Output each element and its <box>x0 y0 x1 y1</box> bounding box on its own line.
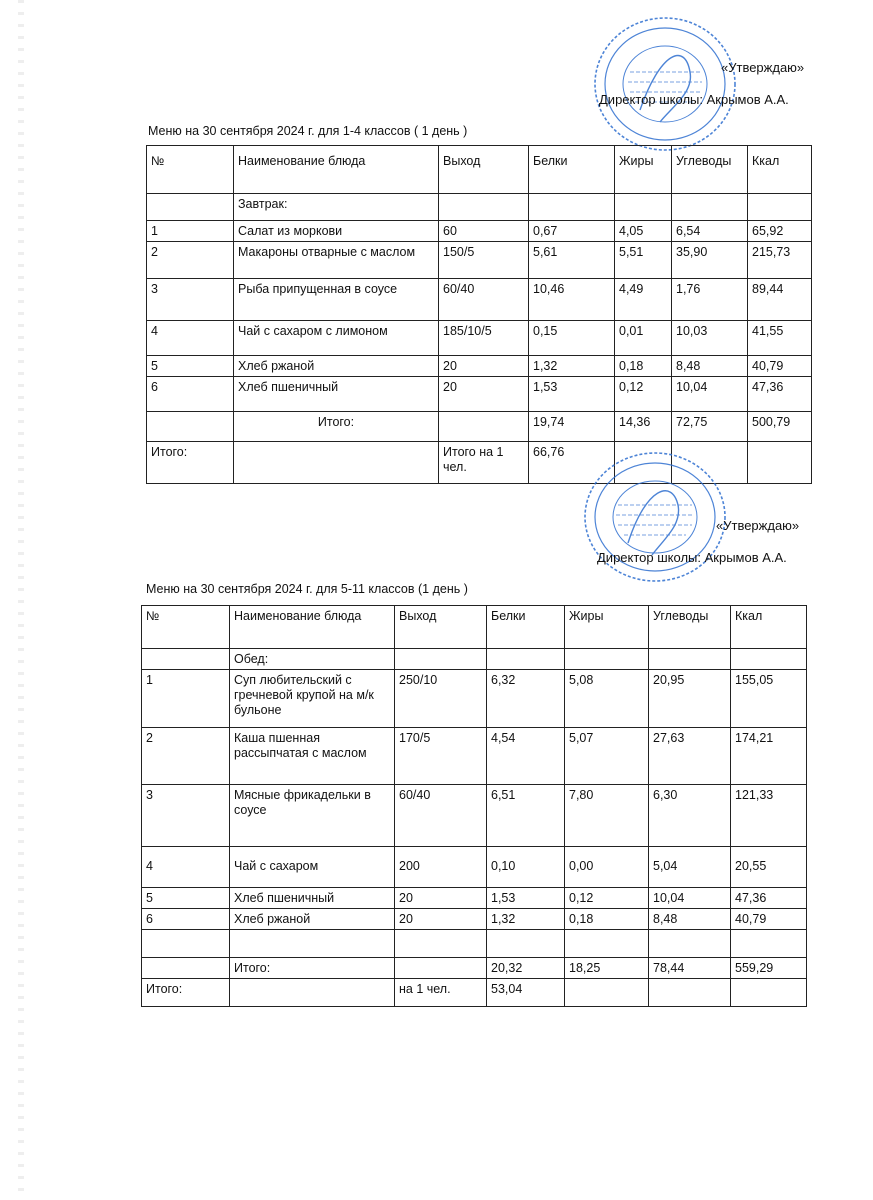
cell-dish: Макароны отварные с маслом <box>234 242 439 279</box>
cell-fats: 5,08 <box>565 670 649 728</box>
table-row <box>147 356 812 377</box>
cell-carbs: 35,90 <box>672 242 748 279</box>
cell-fats: 5,07 <box>565 728 649 785</box>
per-person-value: 66,76 <box>529 442 615 484</box>
cell-number: 4 <box>142 847 230 888</box>
approval-line2-1: Директор школы: Акрымов А.А. <box>599 92 789 107</box>
cell-number: 5 <box>142 888 230 909</box>
total-proteins: 20,32 <box>487 958 565 979</box>
total-proteins: 19,74 <box>529 412 615 442</box>
cell-proteins: 0,67 <box>529 221 615 242</box>
total-carbs: 78,44 <box>649 958 731 979</box>
cell-fats: 0,12 <box>565 888 649 909</box>
cell-number: 3 <box>142 785 230 847</box>
section-label: Обед: <box>230 649 395 670</box>
cell-fats: 4,05 <box>615 221 672 242</box>
cell-proteins: 1,32 <box>487 909 565 930</box>
cell-dish: Хлеб пшеничный <box>234 377 439 412</box>
menu-2-empty-row <box>142 930 807 958</box>
cell-number: 6 <box>147 377 234 412</box>
cell-proteins: 6,51 <box>487 785 565 847</box>
header-output: Выход <box>395 606 487 649</box>
menu-1-title: Меню на 30 сентября 2024 г. для 1-4 классов ( 1 день ) <box>148 124 468 138</box>
cell-carbs: 8,48 <box>649 909 731 930</box>
table-row <box>147 321 812 356</box>
cell-carbs: 8,48 <box>672 356 748 377</box>
cell-fats: 5,51 <box>615 242 672 279</box>
cell-number: 1 <box>142 670 230 728</box>
total-label: Итого: <box>230 958 395 979</box>
cell-dish: Хлеб ржаной <box>234 356 439 377</box>
cell-kcal: 40,79 <box>731 909 807 930</box>
cell-kcal: 20,55 <box>731 847 807 888</box>
cell-kcal: 40,79 <box>748 356 812 377</box>
total-kcal: 500,79 <box>748 412 812 442</box>
table-row <box>142 728 807 785</box>
cell-fats: 4,49 <box>615 279 672 321</box>
cell-carbs: 5,04 <box>649 847 731 888</box>
total-carbs: 72,75 <box>672 412 748 442</box>
cell-kcal: 89,44 <box>748 279 812 321</box>
menu-2-section-row <box>142 649 807 670</box>
cell-kcal: 215,73 <box>748 242 812 279</box>
cell-dish: Салат из моркови <box>234 221 439 242</box>
cell-kcal: 174,21 <box>731 728 807 785</box>
per-person-note: Итого на 1 чел. <box>439 442 529 484</box>
cell-number: 3 <box>147 279 234 321</box>
cell-carbs: 10,03 <box>672 321 748 356</box>
header-proteins: Белки <box>529 146 615 194</box>
header-fats: Жиры <box>615 146 672 194</box>
cell-number: 5 <box>147 356 234 377</box>
cell-output: 20 <box>395 888 487 909</box>
table-row <box>147 242 812 279</box>
header-fats: Жиры <box>565 606 649 649</box>
approval-line1-2: «Утверждаю» <box>716 518 800 533</box>
total-kcal: 559,29 <box>731 958 807 979</box>
table-row <box>142 909 807 930</box>
cell-output: 170/5 <box>395 728 487 785</box>
cell-carbs: 20,95 <box>649 670 731 728</box>
header-proteins: Белки <box>487 606 565 649</box>
cell-output: 20 <box>439 377 529 412</box>
cell-fats: 0,18 <box>615 356 672 377</box>
cell-output: 60/40 <box>395 785 487 847</box>
per-person-label: Итого: <box>147 442 234 484</box>
menu-2-table <box>141 605 807 1007</box>
cell-number: 4 <box>147 321 234 356</box>
cell-output: 60/40 <box>439 279 529 321</box>
header-output: Выход <box>439 146 529 194</box>
table-row <box>142 785 807 847</box>
cell-fats: 0,18 <box>565 909 649 930</box>
cell-dish: Чай с сахаром с лимоном <box>234 321 439 356</box>
cell-carbs: 6,30 <box>649 785 731 847</box>
menu-1-table <box>146 145 812 484</box>
total-fats: 18,25 <box>565 958 649 979</box>
cell-proteins: 6,32 <box>487 670 565 728</box>
header-number: № <box>147 146 234 194</box>
official-stamp-1 <box>590 12 740 157</box>
cell-kcal: 47,36 <box>731 888 807 909</box>
cell-output: 150/5 <box>439 242 529 279</box>
cell-number: 2 <box>147 242 234 279</box>
approval-line2-2: Директор школы: Акрымов А.А. <box>597 550 787 565</box>
cell-carbs: 1,76 <box>672 279 748 321</box>
cell-carbs: 10,04 <box>672 377 748 412</box>
cell-number: 6 <box>142 909 230 930</box>
cell-dish: Чай с сахаром <box>230 847 395 888</box>
cell-dish: Хлеб ржаной <box>230 909 395 930</box>
menu-2-title: Меню на 30 сентября 2024 г. для 5-11 классов (1 день ) <box>146 582 468 596</box>
menu-2-header-row <box>142 606 807 649</box>
cell-output: 185/10/5 <box>439 321 529 356</box>
menu-1-total-row <box>147 412 812 442</box>
header-number: № <box>142 606 230 649</box>
cell-output: 60 <box>439 221 529 242</box>
header-kcal: Ккал <box>731 606 807 649</box>
table-row <box>142 670 807 728</box>
menu-1-section-row <box>147 194 812 221</box>
cell-kcal: 121,33 <box>731 785 807 847</box>
header-dish: Наименование блюда <box>234 146 439 194</box>
cell-number: 1 <box>147 221 234 242</box>
table-row <box>147 279 812 321</box>
per-person-note: на 1 чел. <box>395 979 487 1007</box>
total-fats: 14,36 <box>615 412 672 442</box>
cell-carbs: 27,63 <box>649 728 731 785</box>
cell-proteins: 10,46 <box>529 279 615 321</box>
menu-2-total-row <box>142 958 807 979</box>
cell-output: 20 <box>395 909 487 930</box>
table-row <box>142 847 807 888</box>
cell-dish: Хлеб пшеничный <box>230 888 395 909</box>
table-row <box>147 221 812 242</box>
cell-number: 2 <box>142 728 230 785</box>
cell-proteins: 1,32 <box>529 356 615 377</box>
header-dish: Наименование блюда <box>230 606 395 649</box>
cell-dish: Рыба припущенная в соусе <box>234 279 439 321</box>
cell-dish: Суп любительский с гречневой крупой на м/к бульоне <box>230 670 395 728</box>
cell-proteins: 0,10 <box>487 847 565 888</box>
cell-output: 20 <box>439 356 529 377</box>
menu-1-header-row <box>147 146 812 194</box>
cell-fats: 0,12 <box>615 377 672 412</box>
total-label: Итого: <box>234 412 439 442</box>
cell-kcal: 41,55 <box>748 321 812 356</box>
cell-fats: 0,01 <box>615 321 672 356</box>
cell-kcal: 155,05 <box>731 670 807 728</box>
cell-kcal: 47,36 <box>748 377 812 412</box>
header-carbs: Углеводы <box>672 146 748 194</box>
cell-carbs: 6,54 <box>672 221 748 242</box>
cell-fats: 0,00 <box>565 847 649 888</box>
menu-2-per-person-row <box>142 979 807 1007</box>
header-kcal: Ккал <box>748 146 812 194</box>
cell-kcal: 65,92 <box>748 221 812 242</box>
cell-proteins: 4,54 <box>487 728 565 785</box>
per-person-label: Итого: <box>142 979 230 1007</box>
cell-proteins: 5,61 <box>529 242 615 279</box>
cell-carbs: 10,04 <box>649 888 731 909</box>
table-row <box>142 888 807 909</box>
cell-proteins: 0,15 <box>529 321 615 356</box>
table-row <box>147 377 812 412</box>
cell-proteins: 1,53 <box>529 377 615 412</box>
cell-proteins: 1,53 <box>487 888 565 909</box>
official-stamp-2 <box>580 447 730 587</box>
cell-fats: 7,80 <box>565 785 649 847</box>
section-label: Завтрак: <box>234 194 439 221</box>
cell-dish: Мясные фрикадельки в соусе <box>230 785 395 847</box>
header-carbs: Углеводы <box>649 606 731 649</box>
cell-output: 200 <box>395 847 487 888</box>
approval-line1-1: «Утверждаю» <box>721 60 805 75</box>
cell-output: 250/10 <box>395 670 487 728</box>
cell-dish: Каша пшенная рассыпчатая с маслом <box>230 728 395 785</box>
scan-edge-marks <box>18 0 24 1200</box>
per-person-value: 53,04 <box>487 979 565 1007</box>
